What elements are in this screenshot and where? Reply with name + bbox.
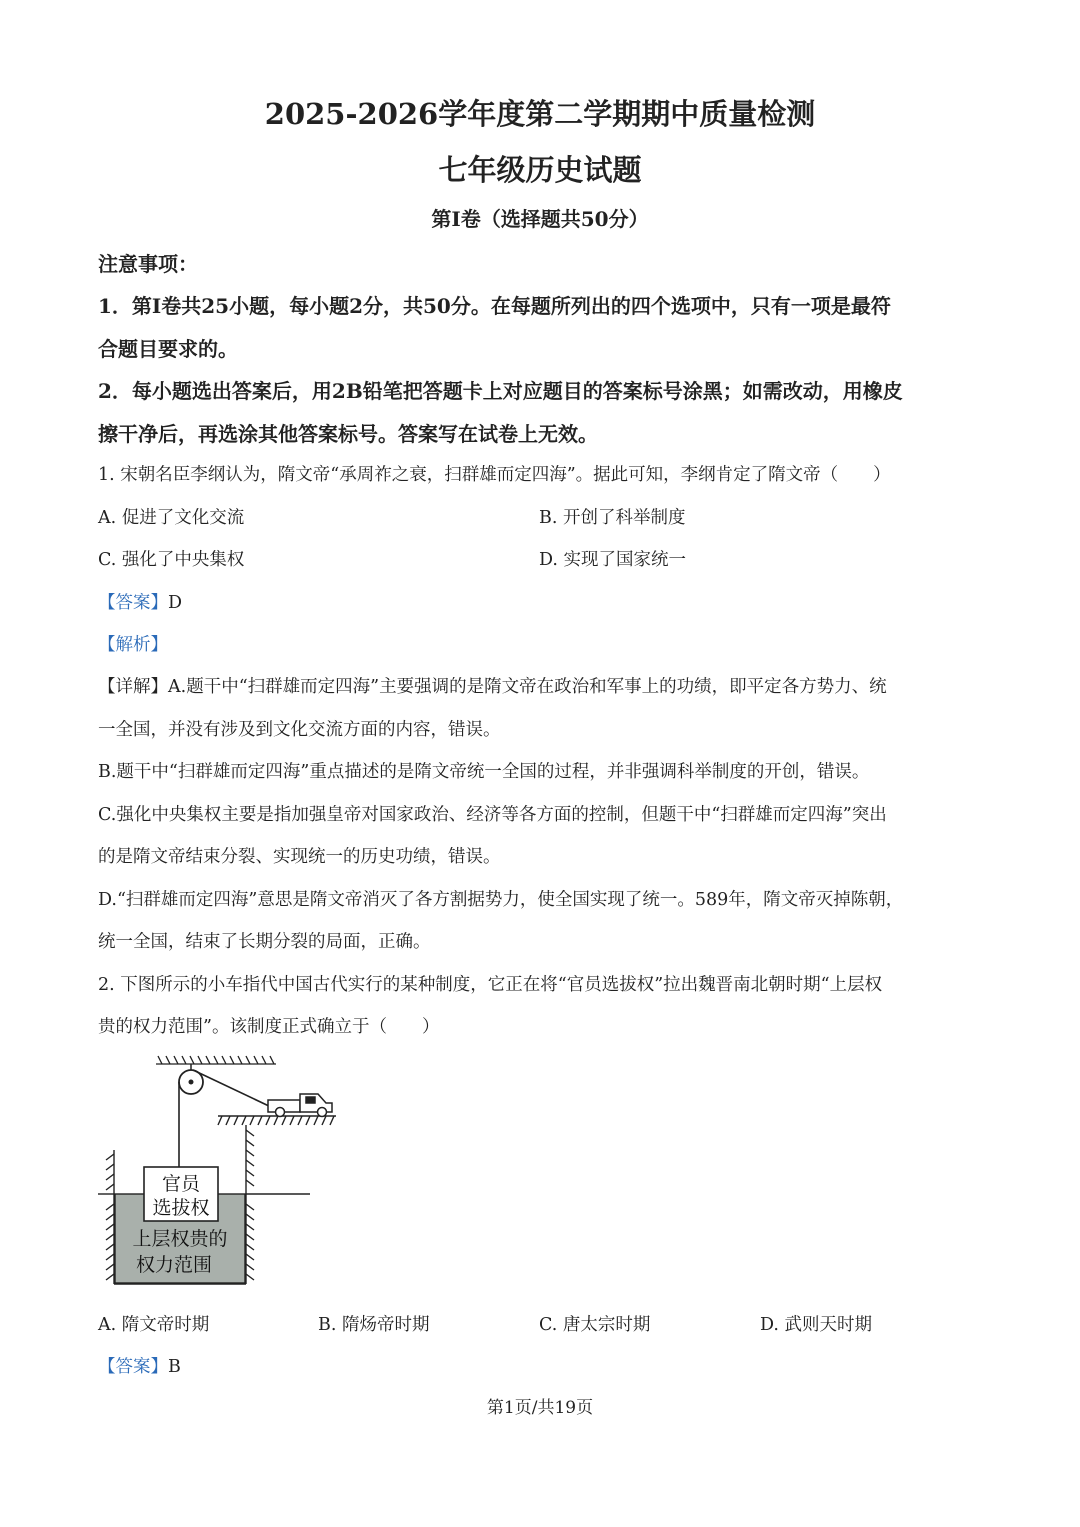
left-wall	[106, 1150, 114, 1284]
q1-answer	[98, 589, 182, 614]
notice-line-1b: 合题目要求的。	[98, 337, 238, 361]
q1-detail-c2: 的是隋文帝结束分裂、实现统一的历史功绩，错误。	[98, 847, 501, 867]
notice-line-2a: 2．每小题选出答案后，用2B铅笔把答题卡上对应题目的答案标号涂黑；如需改动，用橡皮	[98, 379, 903, 403]
notice-line-2b: 擦干净后，再选涂其他答案标号。答案写在试卷上无效。	[98, 422, 598, 446]
q1-option-c: C. 强化了中央集权	[98, 550, 245, 570]
box-label-1: 官员	[161, 1173, 201, 1195]
ceiling	[156, 1056, 276, 1064]
q2-option-a: A. 隋文帝时期	[98, 1315, 210, 1335]
exam-title: 2025-2026学年度第二学期期中质量检测	[264, 97, 816, 131]
q2-option-b: B. 隋炀帝时期	[318, 1315, 430, 1335]
answer-value: D	[168, 593, 183, 613]
detail-text: A.题干中“扫群雄而定四海”主要强调的是隋文帝在政治和军事上的功绩，即平定各方势力、统	[168, 677, 887, 697]
q1-option-b: B. 开创了科举制度	[539, 508, 686, 528]
pulley-diagram	[96, 1050, 336, 1290]
area-label-2: 权力范围	[135, 1254, 213, 1276]
section-heading: 第Ⅰ卷（选择题共50分）	[431, 207, 649, 231]
box-label-2: 选拔权	[152, 1197, 210, 1219]
detail-tag: 【详解】	[98, 677, 168, 697]
answer-tag: 【答案】	[98, 1357, 168, 1377]
q2-option-c: C. 唐太宗时期	[539, 1315, 651, 1335]
q1-detail-c1: C.强化中央集权主要是指加强皇帝对国家政治、经济等各方面的控制，但题干中“扫群雄而定四海”突出	[98, 805, 887, 825]
q1-stem: 1. 宋朝名臣李纲认为，隋文帝“承周祚之衰，扫群雄而定四海”。据此可知，李纲肯定了隋文帝（ ）	[98, 465, 891, 485]
answer-tag: 【答案】	[98, 593, 168, 613]
notice-heading: 注意事项：	[98, 252, 198, 276]
exam-subject: 七年级历史试题	[438, 153, 642, 187]
area-label-1: 上层权贵的	[132, 1228, 228, 1250]
right-wall	[246, 1125, 254, 1284]
q1-detail-b: B.题干中“扫群雄而定四海”重点描述的是隋文帝统一全国的过程，并非强调科举制度的开创，错误。	[98, 762, 870, 782]
platform	[218, 1116, 336, 1125]
notice-line-1a: 1．第Ⅰ卷共25小题，每小题2分，共50分。在每题所列出的四个选项中，只有一项是最符	[98, 294, 891, 318]
q1-detail-d1: D.“扫群雄而定四海”意思是隋文帝消灭了各方割据势力，使全国实现了统一。589年，隋文帝灭掉陈朝，	[98, 890, 904, 910]
truck	[268, 1094, 332, 1117]
q1-detail-a2: 一全国，并没有涉及到文化交流方面的内容，错误。	[98, 720, 501, 740]
q2-option-d: D. 武则天时期	[760, 1315, 873, 1335]
q1-detail-d2: 统一全国，结束了长期分裂的局面，正确。	[98, 932, 431, 952]
q2-answer	[98, 1353, 181, 1378]
q2-stem-b: 贵的权力范围”。该制度正式确立于（ ）	[98, 1017, 440, 1037]
page-number: 第1页/共19页	[486, 1398, 594, 1418]
answer-value: B	[168, 1357, 181, 1377]
q1-option-d: D. 实现了国家统一	[539, 550, 687, 570]
q2-stem-a: 2. 下图所示的小车指代中国古代实行的某种制度，它正在将“官员选拔权”拉出魏晋南北朝时期“上层权	[98, 975, 883, 995]
q1-detail-a1	[98, 673, 887, 698]
q1-option-a: A. 促进了文化交流	[98, 508, 245, 528]
q1-analysis-tag: 【解析】	[98, 635, 168, 655]
